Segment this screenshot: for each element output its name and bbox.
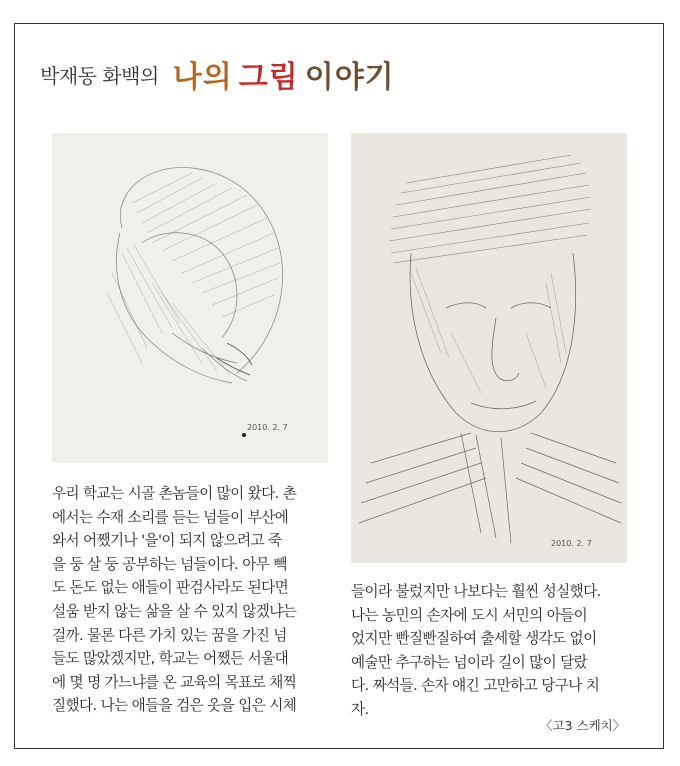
- article-line: 에서는 수재 소리를 듣는 넘들이 부산에: [52, 508, 289, 526]
- article-line: 다. 짜석들. 손자 얘긴 고만하고 당구나 치: [351, 677, 600, 695]
- sketch-caption: 〈고3 스케치〉: [540, 718, 626, 733]
- sketch-portrait-drawing: [351, 133, 627, 563]
- article-line: 질했다. 나는 애들을 검은 옷을 입은 시체: [52, 697, 297, 715]
- header-title-1: 나의: [172, 60, 233, 95]
- article-line: 와서 어쨌기나 '을'이 되지 않으려고 죽: [52, 532, 282, 550]
- sketch-right-signature: 2010. 2. 7: [551, 539, 592, 548]
- article-line: 었지만 빤질빤질하여 출세할 생각도 없이: [351, 630, 597, 648]
- sketch-portrait: [351, 133, 627, 563]
- article-line: 나는 농민의 손자에 도시 서민의 아들이: [351, 606, 588, 624]
- sketch-bowed-head: [52, 133, 328, 463]
- header-title-2: 그림: [238, 60, 299, 95]
- article-line: 우리 학교는 시골 촌놈들이 많이 왔다. 촌: [52, 485, 297, 502]
- article-line: 에 몇 명 가느냐를 온 교육의 목표로 채찍: [52, 673, 297, 691]
- article-line: 도 돈도 없는 애들이 판검사라도 된다면: [52, 579, 289, 597]
- article-line: 들이라 불렀지만 나보다는 훨씬 성실했다.: [351, 583, 601, 600]
- article-line: 걸까. 물론 다른 가치 있는 꿈을 가진 넘: [52, 626, 287, 644]
- article-line: 설움 받지 않는 삶을 살 수 있지 않겠냐는: [52, 602, 297, 620]
- column-header: [40, 50, 395, 98]
- article-column-right: [351, 580, 636, 722]
- header-prefix: 박재동 화백의: [40, 63, 159, 88]
- header-title-3: 이야기: [304, 60, 395, 95]
- article-line: 을 둥 살 둥 공부하는 넘들이다. 아무 빽: [52, 555, 287, 573]
- article-column-left: [52, 482, 337, 718]
- sketch-left-signature: 2010. 2. 7: [247, 423, 288, 432]
- article-line: 들도 많았겠지만, 학교는 어쨌든 서울대: [52, 650, 289, 668]
- article-line: 예술만 추구하는 넘이라 길이 많이 달랐: [351, 653, 588, 671]
- article-line: 자.: [351, 700, 369, 718]
- sketch-bowed-head-drawing: [52, 133, 328, 463]
